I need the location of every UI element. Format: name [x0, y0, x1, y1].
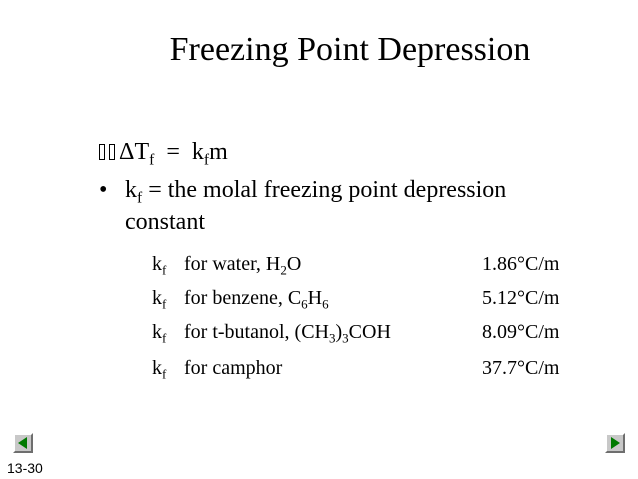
bullet-marker: • [99, 177, 108, 203]
kf-label: $k_f$ [152, 357, 167, 382]
constant-row-water [152, 248, 592, 280]
next-slide-button[interactable] [605, 433, 625, 453]
kf-value: 1.86°C/m [482, 253, 560, 275]
kf-value: 8.09°C/m [482, 321, 560, 343]
triangle-right-icon [608, 436, 622, 450]
slide-title: Freezing Point Depression [169, 31, 531, 68]
definition-bullet [99, 174, 506, 206]
molality-symbol: m [209, 139, 228, 165]
equation-line [99, 136, 228, 168]
temperature-symbol: T [134, 139, 150, 165]
solvent-name: for t-butanol, $(CH_3)_3COH$ [184, 321, 391, 346]
kf-value: 5.12°C/m [482, 287, 560, 309]
slide-number: 13-30 [7, 460, 43, 476]
bullet-k: k [125, 177, 137, 203]
constant-row-t-butanol [152, 316, 592, 348]
freezing-subscript: f [149, 151, 155, 169]
k-subscript: f [203, 151, 210, 169]
missing-glyph-box-2 [109, 144, 115, 160]
solvent-name: for water, $H_2O$ [184, 253, 302, 278]
equals-sign: = [166, 139, 180, 165]
missing-glyph-box-1 [99, 144, 105, 160]
constant-row-benzene [152, 282, 592, 314]
kf-label: $k_f$ [152, 287, 167, 312]
bullet-k-subscript: f [137, 189, 143, 207]
kf-value: 37.7°C/m [482, 357, 560, 379]
solvent-name: for camphor [184, 357, 283, 379]
bullet-text: = the molal freezing point depression [142, 177, 507, 203]
kf-label: $k_f$ [152, 321, 167, 346]
definition-continuation: constant [125, 209, 205, 235]
kf-label: $k_f$ [152, 253, 167, 278]
triangle-left-icon [16, 436, 30, 450]
k-symbol: k [191, 139, 204, 165]
constant-row-camphor [152, 352, 592, 384]
solvent-name: for benzene, $C_6H_6$ [184, 287, 329, 312]
delta-symbol: Δ [119, 139, 135, 165]
previous-slide-button[interactable] [13, 433, 33, 453]
